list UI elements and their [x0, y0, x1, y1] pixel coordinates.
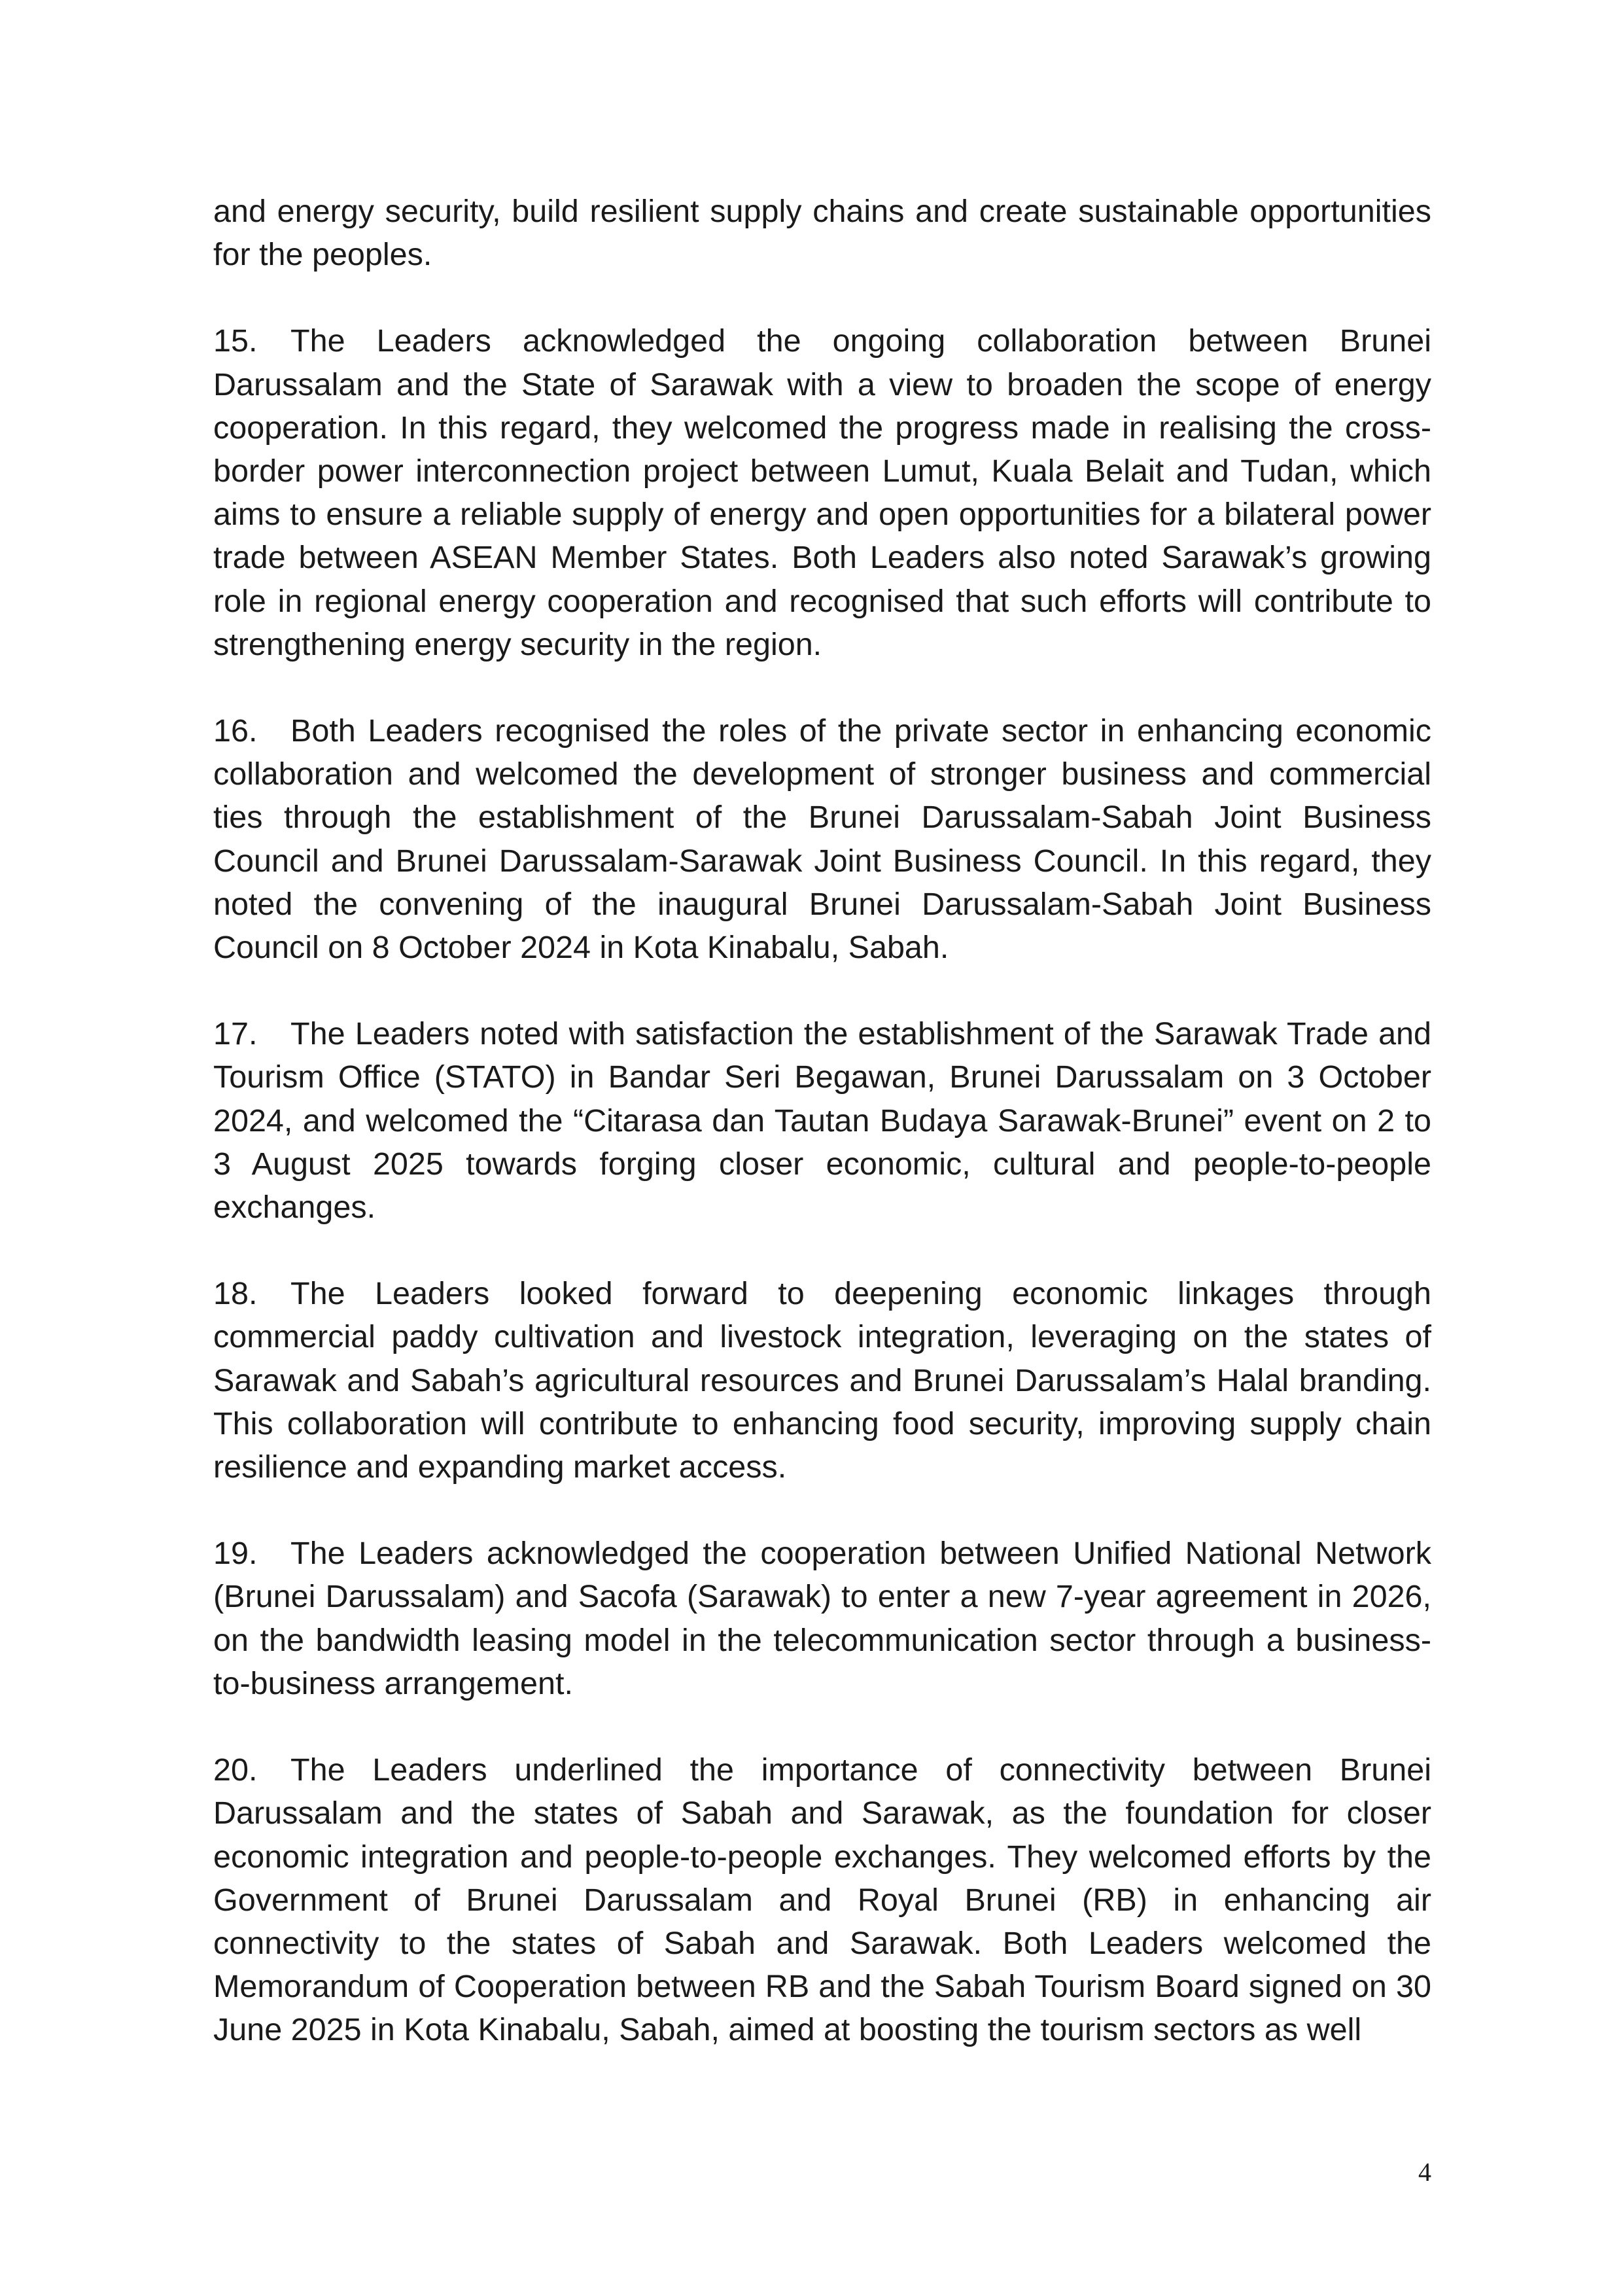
paragraph-number: 19. [213, 1536, 258, 1572]
paragraph-number: 18. [213, 1276, 258, 1312]
paragraph-number: 15. [213, 323, 258, 359]
paragraph-continued [213, 190, 1431, 276]
paragraph-20 [213, 1748, 1431, 2051]
paragraph-18 [213, 1272, 1431, 1489]
page-number: 4 [1418, 2157, 1431, 2187]
paragraph-17 [213, 1012, 1431, 1229]
paragraph-text: The Leaders looked forward to deepening economic linkages through commercial paddy cultivation and livestock integration, leveraging on the states of Sarawak and Sabah’s agricultural resources and Brunei Darussalam’s Halal branding. This collaboration will contribute to enhancing food security, improving supply chain resilience and expanding market access. [213, 1276, 1431, 1485]
paragraph-text: Both Leaders recognised the roles of the private sector in enhancing economic collaboration and welcomed the development of stronger business and commercial ties through the establishment of the Brunei Darussalam-Sabah Joint Business Council and Brunei Darussalam-Sarawak Joint Business Council. In this regard, they noted the convening of the inaugural Brunei Darussalam-Sabah Joint Business Council on 8 October 2024 in Kota Kinabalu, Sabah. [213, 713, 1431, 966]
paragraph-16 [213, 709, 1431, 969]
paragraph-number: 17. [213, 1016, 258, 1052]
paragraph-number: 20. [213, 1752, 258, 1788]
paragraph-text: The Leaders noted with satisfaction the establishment of the Sarawak Trade and Tourism Office (STATO) in Bandar Seri Begawan, Brunei Darussalam on 3 October 2024, and welcomed the “Citarasa dan Tautan Budaya Sarawak-Brunei” event on 2 to 3 August 2025 towards forging closer economic, cultural and people-to-people exchanges. [213, 1016, 1431, 1226]
paragraph-15 [213, 319, 1431, 666]
document-body [213, 190, 1431, 2095]
paragraph-text: The Leaders acknowledged the cooperation between Unified National Network (Brunei Darussalam) and Sacofa (Sarawak) to enter a new 7-year agreement in 2026, on the bandwidth leasing model in the telecommunication sector through a business-to-business arrangement. [213, 1536, 1431, 1701]
paragraph-text: The Leaders acknowledged the ongoing collaboration between Brunei Darussalam and the State of Sarawak with a view to broaden the scope of energy cooperation. In this regard, they welcomed the progress made in realising the cross-border power interconnection project between Lumut, Kuala Belait and Tudan, which aims to ensure a reliable supply of energy and open opportunities for a bilateral power trade between ASEAN Member States. Both Leaders also noted Sarawak’s growing role in regional energy cooperation and recognised that such efforts will contribute to strengthening energy security in the region. [213, 323, 1431, 662]
paragraph-19 [213, 1532, 1431, 1705]
paragraph-number: 16. [213, 713, 258, 749]
paragraph-text: The Leaders underlined the importance of connectivity between Brunei Darussalam and the states of Sabah and Sarawak, as the foundation for closer economic integration and people-to-people exchanges. They welcomed efforts by the Government of Brunei Darussalam and Royal Brunei (RB) in enhancing air connectivity to the states of Sabah and Sarawak. Both Leaders welcomed the Memorandum of Cooperation between RB and the Sabah Tourism Board signed on 30 June 2025 in Kota Kinabalu, Sabah, aimed at boosting the tourism sectors as well [213, 1752, 1431, 2048]
paragraph-text: and energy security, build resilient supply chains and create sustainable opportunities for the peoples. [213, 194, 1431, 273]
